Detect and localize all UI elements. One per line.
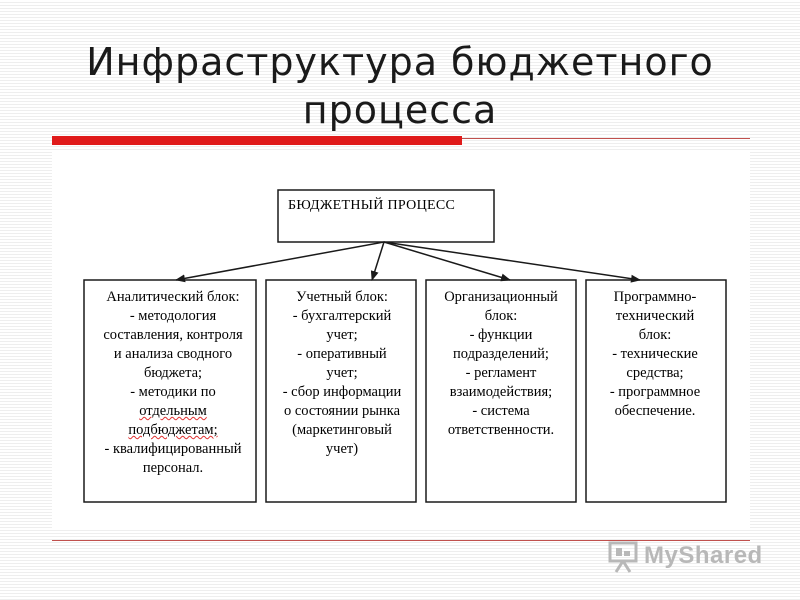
block-organizational-text: Организационный блок: - функции подразделений; - регламент взаимодействия; - система ответственности.	[444, 289, 558, 438]
block-accounting-text: Учетный блок: - бухгалтерский учет; - оперативный учет; - сбор информации о состоянии рынка (маркетинговый учет)	[282, 289, 402, 457]
block-technical-text: Программно- технический блок: - технические средства; - программное обеспечение.	[609, 289, 701, 419]
watermark-text: MyShared	[644, 542, 763, 569]
connector-arrow-2	[372, 242, 384, 280]
slide-title: Инфраструктура бюджетного процесса	[86, 40, 714, 132]
connector-arrow-4	[384, 242, 640, 280]
presentation-board-icon	[606, 540, 640, 574]
block-analytical-text-end: - квалифицированный персонал.	[104, 441, 242, 476]
block-analytical-text	[90, 288, 256, 478]
block-analytical-text-underlined: отдельным подбюджетам;	[128, 403, 218, 438]
watermark	[606, 540, 766, 574]
root-node-label: БЮДЖЕТНЫЙ ПРОЦЕСС	[288, 198, 456, 213]
connector-arrow-1	[176, 242, 384, 280]
connector-arrow-3	[384, 242, 510, 280]
block-analytical-text-main: Аналитический блок: - методология составления, контроля и анализа сводного бюджета; - методики по	[103, 289, 243, 400]
